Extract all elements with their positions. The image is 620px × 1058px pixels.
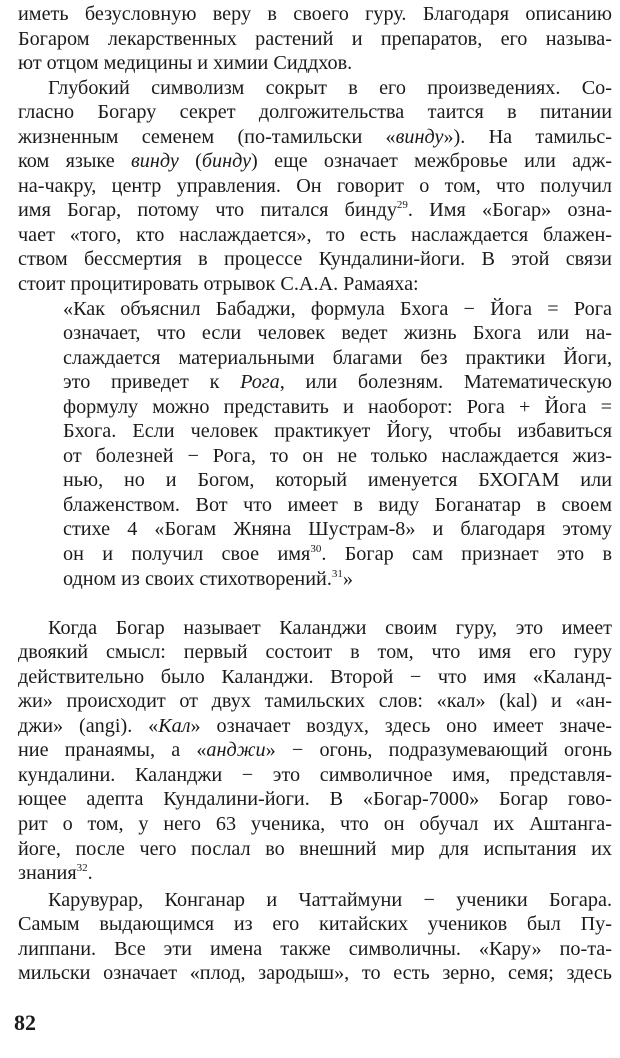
text-line: действительно было Каланджи. Второй − что имя «Каланд-	[18, 665, 612, 688]
italic-term: бинду	[201, 150, 252, 173]
text-line: мильски означает «плод, зародыш», то есть зерно, семя; здесь	[18, 962, 612, 985]
text-line: кундалини. Каланджи − это символичное имя, представля-	[18, 763, 612, 786]
text-run: ) еще означает межбровье или адж-	[251, 150, 612, 173]
quote-line: означает, что если человек ведет жизнь Бхога или на-	[63, 322, 612, 345]
text-run: » означает воздух, здесь оно имеет значе-	[190, 714, 612, 737]
text-run: . Имя «Богар» озна-	[407, 199, 612, 222]
text-line	[18, 198, 612, 223]
text-line: Глубокий символизм сокрыт в его произведениях. Со-	[48, 76, 612, 99]
quote-line: слаждается материальными благами без практики Йоги,	[63, 346, 612, 369]
text-run: это приведет к	[63, 371, 241, 394]
text-line: чает «того, кто наслаждается», то есть наслаждается блажен-	[18, 223, 612, 246]
italic-term: винду	[131, 150, 179, 173]
quote-line: стихе 4 «Богам Жняна Шустрам-8» и благодаря этому	[63, 518, 612, 541]
text-run: , или болезням. Математическую	[279, 371, 613, 394]
text-run: .	[87, 862, 93, 885]
text-run: одном из своих стихотворений.	[63, 567, 332, 590]
text-run: . Богар сам признает это в	[321, 543, 612, 566]
text-line: рит о том, у него 63 ученика, что он обучал их Аштанга-	[18, 813, 612, 835]
text-run: имя Богар, потому что питался бинду	[18, 199, 397, 222]
text-line: Карувурар, Конганар и Чаттаймуни − ученики Богара.	[48, 888, 612, 911]
paragraph-4	[18, 888, 612, 986]
italic-term: Кал	[158, 714, 191, 737]
text-line	[18, 738, 612, 763]
paragraph-1	[18, 2, 612, 76]
book-page-body	[18, 2, 612, 986]
block-quote	[18, 297, 612, 592]
quote-line	[63, 567, 612, 592]
text-line: жи» происходит от двух тамильских слов: «кал» (kal) и «ан-	[18, 690, 612, 713]
text-line: гласно Богару секрет долгожительства таится в питании	[18, 101, 612, 124]
text-run: » − огонь, подразумевающий огонь	[265, 739, 612, 762]
text-line: Когда Богар называет Каланджи своим гуру, это имеет	[48, 616, 612, 639]
text-run: »). На тамильс-	[443, 125, 612, 148]
page-number: 82	[14, 1010, 36, 1035]
italic-term: винду	[395, 125, 444, 148]
text-line: на-чакру, центр управления. Он говорит о том, что получил	[18, 174, 612, 197]
text-line: стоит процитировать отрывок С.А.А. Рамаяха:	[18, 273, 419, 296]
quote-line: блаженством. Вот что имеет в виду Боганатар в своем	[63, 493, 612, 516]
paragraph-2	[18, 76, 612, 297]
quote-line: Бхога. Если человек практикует Йогу, чтобы избавиться	[63, 420, 612, 443]
text-run: »	[342, 567, 353, 590]
footnote-ref-30[interactable]: 30	[310, 543, 322, 556]
footnote-ref-31[interactable]: 31	[331, 567, 343, 580]
text-line: Самым выдающимся из его китайских учеников был Пу-	[18, 913, 612, 936]
section-spacer	[18, 591, 612, 616]
text-run: знания	[18, 862, 77, 885]
text-line	[18, 714, 612, 739]
quote-line: от болезней − Рога, то он не только наслаждается жиз-	[63, 444, 612, 467]
text-line: двоякий смысл: первый состоит в том, что имя его гуру	[18, 641, 612, 664]
footnote-ref-29[interactable]: 29	[396, 199, 408, 212]
quote-line	[63, 542, 612, 567]
quote-line: формулу можно представить и наоборот: Рога + Йога =	[63, 395, 612, 418]
text-line: ством бессмертия в процессе Кундалини-йоги. В этой связи	[18, 248, 612, 271]
text-run: ком языке	[18, 150, 132, 173]
text-run: (	[178, 150, 202, 173]
text-line: липпани. Все эти имена также символичны. «Кару» по-та-	[18, 937, 612, 960]
text-run: ние пранаямы, а «	[18, 739, 207, 762]
italic-term: анджи	[206, 739, 266, 762]
text-line: йоге, после чего послал во внешний мир для испытания их	[18, 837, 612, 860]
text-run: жизненным семенем (по-тамильски «	[18, 125, 396, 148]
text-line: ют отцом медицины и химии Сиддхов.	[18, 52, 353, 75]
text-run: джи» (angi). «	[18, 714, 159, 737]
text-line: ющее адепта Кундалини-йоги. В «Богар-7000» Богар гово-	[18, 788, 612, 811]
quote-line	[63, 370, 612, 395]
italic-term: Рога	[240, 371, 280, 394]
text-line	[18, 861, 612, 886]
paragraph-3	[18, 616, 612, 886]
text-line	[18, 125, 612, 150]
text-line: иметь безусловную веру в своего гуру. Благодаря описанию	[18, 3, 612, 25]
text-line: Богаром лекарственных растений и препаратов, его называ-	[18, 27, 612, 50]
text-run: он и получил свое имя	[63, 543, 311, 566]
quote-line: «Как объяснил Бабаджи, формула Бхога − Йога = Рога	[63, 297, 612, 320]
text-line	[18, 149, 612, 174]
footnote-ref-32[interactable]: 32	[76, 862, 88, 875]
quote-line: нью, но и Богом, который именуется БХОГАМ или	[63, 469, 612, 492]
